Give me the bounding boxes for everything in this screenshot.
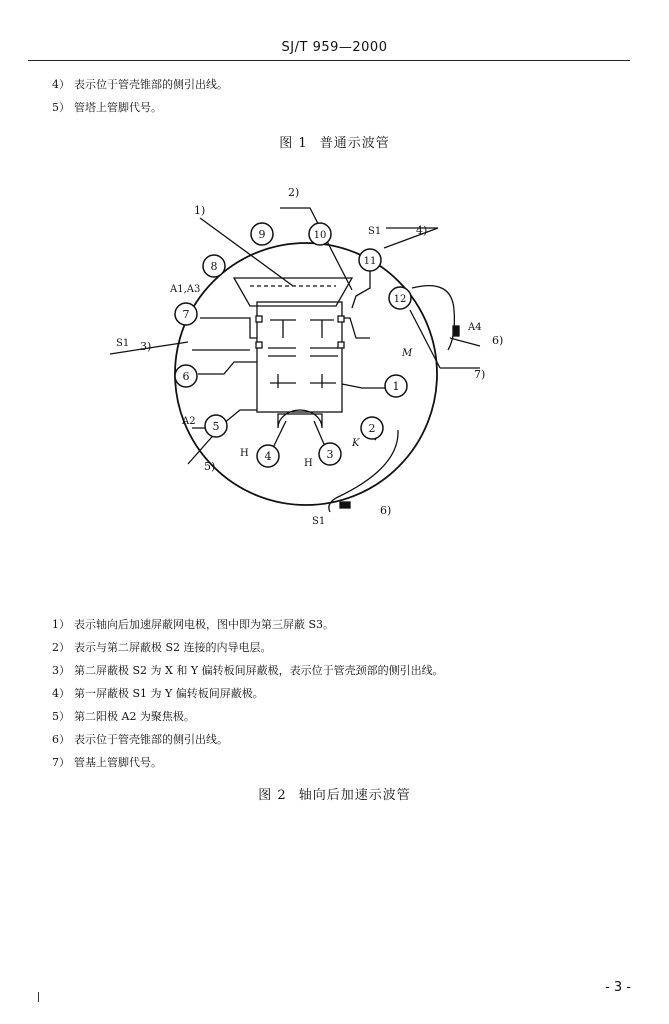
standard-code: SJ/T 959—2000 [281, 40, 388, 55]
label-a1-a3: A1,A3 [170, 284, 201, 295]
label-s1-bottom: S1 [312, 516, 326, 527]
label-h-left: H [240, 448, 249, 459]
label-h-right: H [304, 458, 313, 469]
callout-5: 5) [204, 460, 216, 473]
pin-label-8: 8 [210, 260, 218, 273]
pin-label-5: 5 [212, 420, 220, 433]
callout-1: 1) [194, 204, 206, 217]
top-note-5: 5） 管塔上管脚代号。 [52, 101, 162, 114]
bottom-note-1: 1） 表示轴向后加速屏蔽网电极，图中即为第三屏蔽 S3。 [52, 618, 335, 631]
callout-2: 2) [288, 186, 300, 199]
pin-label-1: 1 [392, 380, 400, 393]
bottom-note-7: 7） 管基上管脚代号。 [52, 756, 162, 769]
page-number: - 3 - [605, 980, 631, 995]
margin-mark [38, 992, 39, 1002]
pin-label-3: 3 [326, 448, 334, 461]
tube-pin-diagram [100, 178, 540, 538]
callout-4: 4) [416, 224, 428, 237]
electrode-assembly [257, 302, 342, 412]
label-m: M [402, 348, 413, 359]
top-note-4: 4） 表示位于管壳锥部的侧引出线。 [52, 78, 228, 91]
pin-label-12: 12 [393, 294, 407, 305]
bottom-note-6: 6） 表示位于管壳锥部的侧引出线。 [52, 733, 228, 746]
bottom-note-4: 4） 第一屏蔽极 S1 为 Y 偏转板间屏蔽极。 [52, 687, 264, 700]
bottom-note-5: 5） 第二阳极 A2 为聚焦极。 [52, 710, 195, 723]
pin-label-11: 11 [363, 256, 377, 267]
label-a4: A4 [468, 322, 482, 333]
callout-6-right: 6) [492, 334, 504, 347]
figure2-caption: 图 2 轴向后加速示波管 [258, 788, 411, 803]
page-header [0, 40, 669, 55]
callout-6-bottom: 6) [380, 504, 392, 517]
label-s1-left: S1 [116, 338, 130, 349]
callout-7: 7) [474, 368, 486, 381]
bottom-note-2: 2） 表示与第二屏蔽极 S2 连接的内导电层。 [52, 641, 272, 654]
pin-label-7: 7 [182, 308, 190, 321]
label-k: K [352, 438, 360, 449]
callout-3: 3) [140, 340, 152, 353]
header-rule [28, 60, 630, 61]
pin-label-6: 6 [182, 370, 190, 383]
label-s1-top: S1 [368, 226, 382, 237]
label-a2: A2 [182, 416, 196, 427]
pin-label-2: 2 [368, 422, 376, 435]
figure1-caption: 图 1 普通示波管 [279, 136, 390, 151]
pin-label-4: 4 [264, 450, 272, 463]
bottom-note-3: 3） 第二屏蔽极 S2 为 X 和 Y 偏转板间屏蔽极，表示位于管壳颈部的侧引出线。 [52, 664, 444, 677]
pin-label-9: 9 [258, 228, 266, 241]
pin-label-10: 10 [313, 230, 327, 241]
